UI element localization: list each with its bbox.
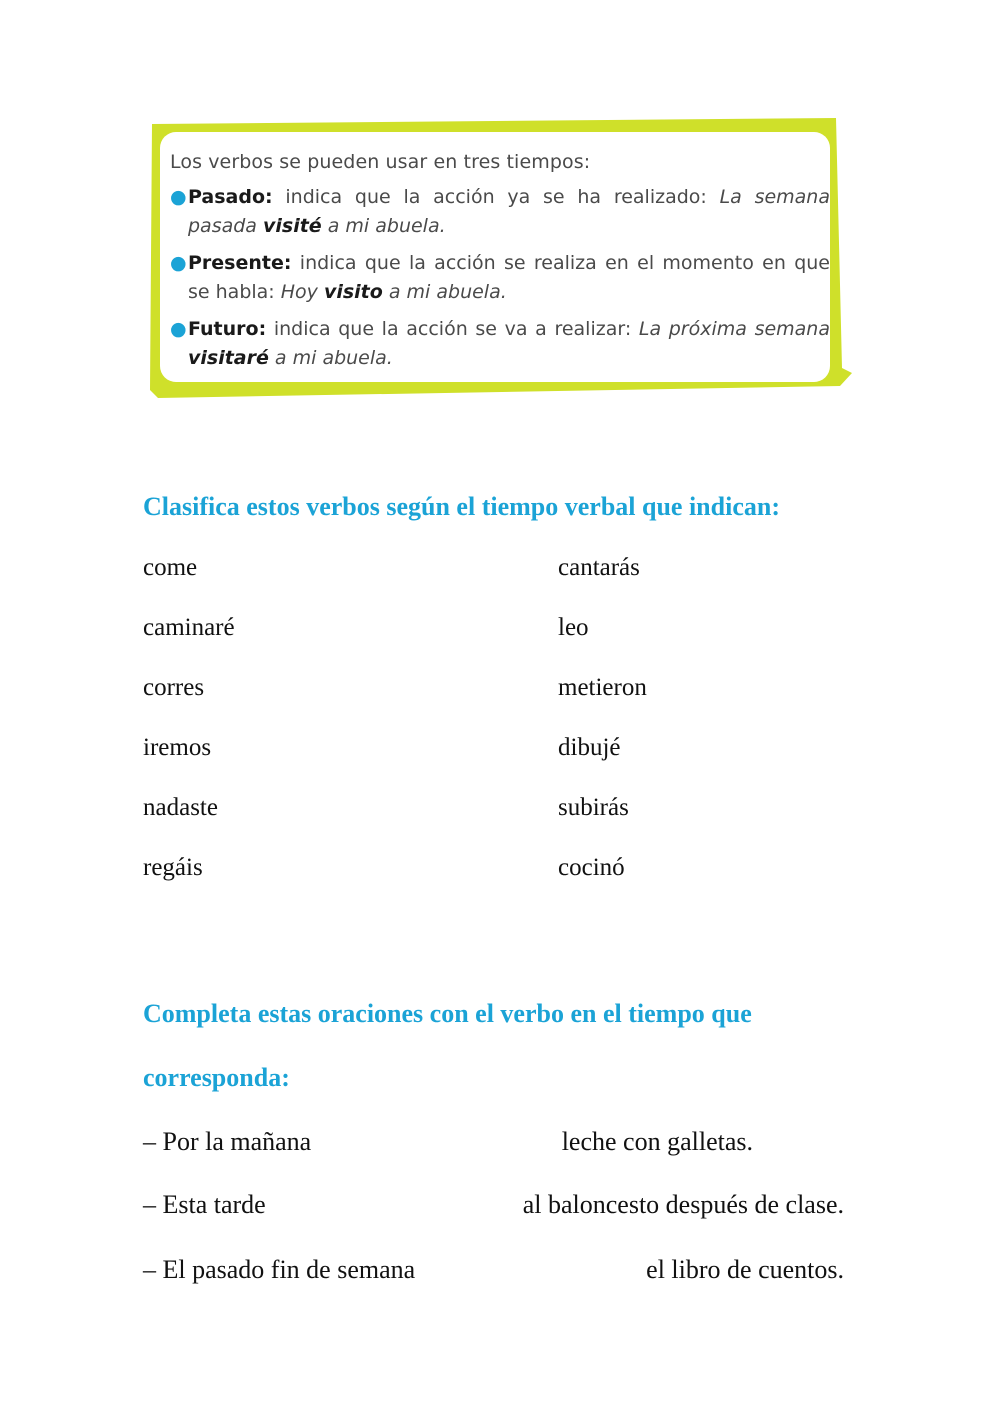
verb-item[interactable]: regáis bbox=[143, 854, 203, 881]
classify-heading: Clasifica estos verbos según el tiempo verbal que indican: bbox=[143, 492, 780, 521]
term-pasado: Pasado: bbox=[188, 186, 273, 208]
definition-presente: indica que la acción se realiza en el momento en que se habla: bbox=[188, 252, 830, 303]
sentence-end: el libro de cuentos. bbox=[646, 1255, 844, 1284]
sentence-row bbox=[143, 1190, 844, 1224]
answer-blank-input[interactable] bbox=[443, 1257, 627, 1287]
info-intro: Los verbos se pueden usar en tres tiempos: bbox=[170, 151, 591, 173]
verb-item[interactable]: corres bbox=[143, 674, 205, 701]
example-futuro: La próxima semana visitaré a mi abuela. bbox=[188, 318, 830, 369]
complete-heading-line2: corresponda: bbox=[143, 1063, 290, 1092]
definition-futuro: indica que la acción se va a realizar: bbox=[266, 318, 639, 340]
sentence-row bbox=[143, 1255, 844, 1289]
sentence-start: – El pasado fin de semana bbox=[143, 1255, 416, 1284]
term-futuro: Futuro: bbox=[188, 318, 267, 340]
verb-tenses-info-box bbox=[146, 118, 856, 400]
verb-item[interactable]: nadaste bbox=[143, 794, 218, 821]
info-item-pasado bbox=[170, 183, 830, 241]
bullet-icon: ● bbox=[170, 252, 187, 274]
verb-item[interactable]: iremos bbox=[143, 734, 212, 761]
bullet-icon: ● bbox=[170, 318, 187, 340]
complete-heading-line1: Completa estas oraciones con el verbo en el tiempo que bbox=[143, 999, 752, 1028]
verb-item[interactable]: cocinó bbox=[558, 854, 625, 881]
verb-item[interactable]: come bbox=[143, 554, 198, 581]
bullet-icon: ● bbox=[170, 186, 187, 208]
answer-blank-input[interactable] bbox=[283, 1192, 497, 1222]
term-presente: Presente: bbox=[188, 252, 292, 274]
verb-item[interactable]: cantarás bbox=[558, 554, 640, 581]
answer-blank-input[interactable] bbox=[333, 1129, 547, 1159]
example-presente: Hoy visito a mi abuela. bbox=[280, 281, 507, 303]
info-item-futuro bbox=[170, 315, 830, 373]
definition-pasado: indica que la acción ya se ha realizado: bbox=[272, 186, 720, 208]
verb-item[interactable]: metieron bbox=[558, 674, 647, 701]
verb-item[interactable]: caminaré bbox=[143, 614, 235, 641]
info-item-presente bbox=[170, 249, 830, 307]
verb-item[interactable]: leo bbox=[558, 614, 589, 641]
sentence-end: al baloncesto después de clase. bbox=[522, 1190, 844, 1219]
sentence-end: leche con galletas. bbox=[561, 1127, 753, 1156]
sentence-start: – Por la mañana bbox=[143, 1127, 312, 1156]
verb-item[interactable]: dibujé bbox=[558, 734, 621, 761]
sentence-row bbox=[143, 1127, 844, 1161]
sentence-start: – Esta tarde bbox=[143, 1190, 266, 1219]
verb-item[interactable]: subirás bbox=[558, 794, 629, 821]
example-pasado: La semana pasada visité a mi abuela. bbox=[188, 186, 830, 237]
